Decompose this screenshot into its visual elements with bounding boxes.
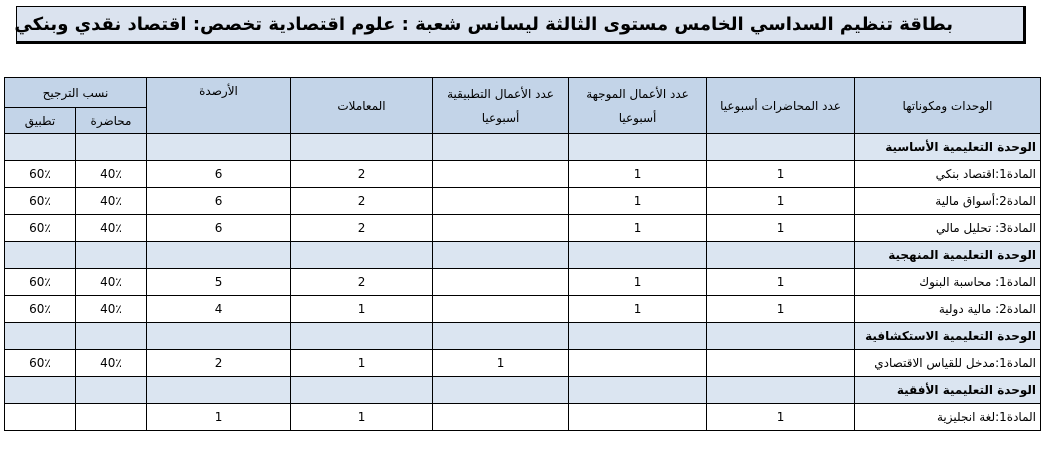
empty-cell — [5, 134, 76, 161]
header-lecture-pct: محاضرة — [76, 108, 147, 134]
coefficient-cell: 1 — [291, 404, 433, 431]
empty-cell — [707, 242, 855, 269]
header-coefficients: المعاملات — [291, 78, 433, 134]
credits-cell: 6 — [147, 161, 291, 188]
credits-cell: 2 — [147, 350, 291, 377]
table-body — [5, 78, 1041, 431]
tutorials-cell — [569, 350, 707, 377]
lecture-pct-cell: 40٪ — [76, 215, 147, 242]
subject-name: المادة3: تحليل مالي — [855, 215, 1041, 242]
header-practicals — [433, 78, 569, 134]
subject-name: المادة1:اقتصاد بنكي — [855, 161, 1041, 188]
empty-cell — [76, 134, 147, 161]
coefficient-cell: 1 — [291, 296, 433, 323]
coefficient-cell: 2 — [291, 269, 433, 296]
empty-cell — [291, 323, 433, 350]
unit-row — [5, 377, 1041, 404]
applied-pct-cell: 60٪ — [5, 188, 76, 215]
subject-row — [5, 161, 1041, 188]
empty-cell — [76, 323, 147, 350]
header-practicals-line1: عدد الأعمال التطبيقية — [447, 86, 554, 101]
unit-row — [5, 323, 1041, 350]
empty-cell — [569, 323, 707, 350]
subject-name: المادة2:أسواق مالية — [855, 188, 1041, 215]
empty-cell — [147, 323, 291, 350]
practicals-cell — [433, 215, 569, 242]
unit-name: الوحدة التعليمية المنهجية — [855, 242, 1041, 269]
tutorials-cell: 1 — [569, 269, 707, 296]
empty-cell — [147, 134, 291, 161]
credits-cell: 6 — [147, 215, 291, 242]
empty-cell — [433, 134, 569, 161]
empty-cell — [569, 242, 707, 269]
header-units: الوحدات ومكوناتها — [855, 78, 1041, 134]
unit-name: الوحدة التعليمية الاستكشافية — [855, 323, 1041, 350]
empty-cell — [433, 323, 569, 350]
subject-name: المادة1:مدخل للقياس الاقتصادي — [855, 350, 1041, 377]
lectures-cell: 1 — [707, 269, 855, 296]
lecture-pct-cell: 40٪ — [76, 161, 147, 188]
credits-cell: 1 — [147, 404, 291, 431]
empty-cell — [5, 323, 76, 350]
empty-cell — [707, 323, 855, 350]
empty-cell — [291, 134, 433, 161]
lecture-pct-cell: 40٪ — [76, 188, 147, 215]
empty-cell — [291, 377, 433, 404]
empty-cell — [291, 242, 433, 269]
applied-pct-cell: 60٪ — [5, 161, 76, 188]
tutorials-cell: 1 — [569, 296, 707, 323]
practicals-cell — [433, 188, 569, 215]
empty-cell — [5, 377, 76, 404]
coefficient-cell: 2 — [291, 188, 433, 215]
practicals-cell — [433, 296, 569, 323]
lectures-cell: 1 — [707, 215, 855, 242]
credits-cell: 4 — [147, 296, 291, 323]
subject-name: المادة2: مالية دولية — [855, 296, 1041, 323]
lectures-cell — [707, 350, 855, 377]
page-title: بطاقة تنظيم السداسي الخامس مستوى الثالثة ليسانس شعبة : علوم اقتصادية تخصص: اقتصاد نقدي وبنكي — [14, 13, 953, 35]
empty-cell — [707, 377, 855, 404]
unit-name: الوحدة التعليمية الأفقية — [855, 377, 1041, 404]
empty-cell — [76, 377, 147, 404]
empty-cell — [5, 242, 76, 269]
applied-pct-cell: 60٪ — [5, 215, 76, 242]
header-tutorials — [569, 78, 707, 134]
lecture-pct-cell: 40٪ — [76, 350, 147, 377]
header-credits: الأرصدة — [147, 78, 291, 134]
lectures-cell: 1 — [707, 188, 855, 215]
applied-pct-cell: 60٪ — [5, 269, 76, 296]
title-box — [16, 6, 1026, 44]
coefficient-cell: 1 — [291, 350, 433, 377]
tutorials-cell: 1 — [569, 215, 707, 242]
applied-pct-cell — [5, 404, 76, 431]
subject-name: المادة1:لغة انجليزية — [855, 404, 1041, 431]
practicals-cell — [433, 269, 569, 296]
practicals-cell: 1 — [433, 350, 569, 377]
empty-cell — [569, 377, 707, 404]
practicals-cell — [433, 404, 569, 431]
subject-row — [5, 404, 1041, 431]
header-weighting: نسب الترجيح — [5, 78, 147, 108]
header-practicals-line2: أسبوعيا — [481, 110, 520, 125]
credits-cell: 6 — [147, 188, 291, 215]
lecture-pct-cell: 40٪ — [76, 296, 147, 323]
subject-row — [5, 215, 1041, 242]
unit-name: الوحدة التعليمية الأساسية — [855, 134, 1041, 161]
empty-cell — [433, 377, 569, 404]
applied-pct-cell: 60٪ — [5, 350, 76, 377]
schedule-table — [4, 77, 1041, 431]
subject-row — [5, 188, 1041, 215]
empty-cell — [433, 242, 569, 269]
empty-cell — [147, 242, 291, 269]
unit-row — [5, 242, 1041, 269]
header-tutorials-line1: عدد الأعمال الموجهة — [586, 86, 689, 101]
applied-pct-cell: 60٪ — [5, 296, 76, 323]
lecture-pct-cell: 40٪ — [76, 269, 147, 296]
tutorials-cell — [569, 404, 707, 431]
credits-cell: 5 — [147, 269, 291, 296]
tutorials-cell: 1 — [569, 188, 707, 215]
empty-cell — [569, 134, 707, 161]
unit-row — [5, 134, 1041, 161]
tutorials-cell: 1 — [569, 161, 707, 188]
header-lectures: عدد المحاضرات أسبوعيا — [707, 78, 855, 134]
lectures-cell: 1 — [707, 296, 855, 323]
subject-row — [5, 350, 1041, 377]
lectures-cell: 1 — [707, 404, 855, 431]
empty-cell — [707, 134, 855, 161]
coefficient-cell: 2 — [291, 215, 433, 242]
empty-cell — [76, 242, 147, 269]
subject-row — [5, 269, 1041, 296]
empty-cell — [147, 377, 291, 404]
coefficient-cell: 2 — [291, 161, 433, 188]
subject-name: المادة1: محاسبة البنوك — [855, 269, 1041, 296]
lectures-cell: 1 — [707, 161, 855, 188]
header-applied-pct: تطبيق — [5, 108, 76, 134]
practicals-cell — [433, 161, 569, 188]
lecture-pct-cell — [76, 404, 147, 431]
header-tutorials-line2: أسبوعيا — [618, 110, 657, 125]
subject-row — [5, 296, 1041, 323]
